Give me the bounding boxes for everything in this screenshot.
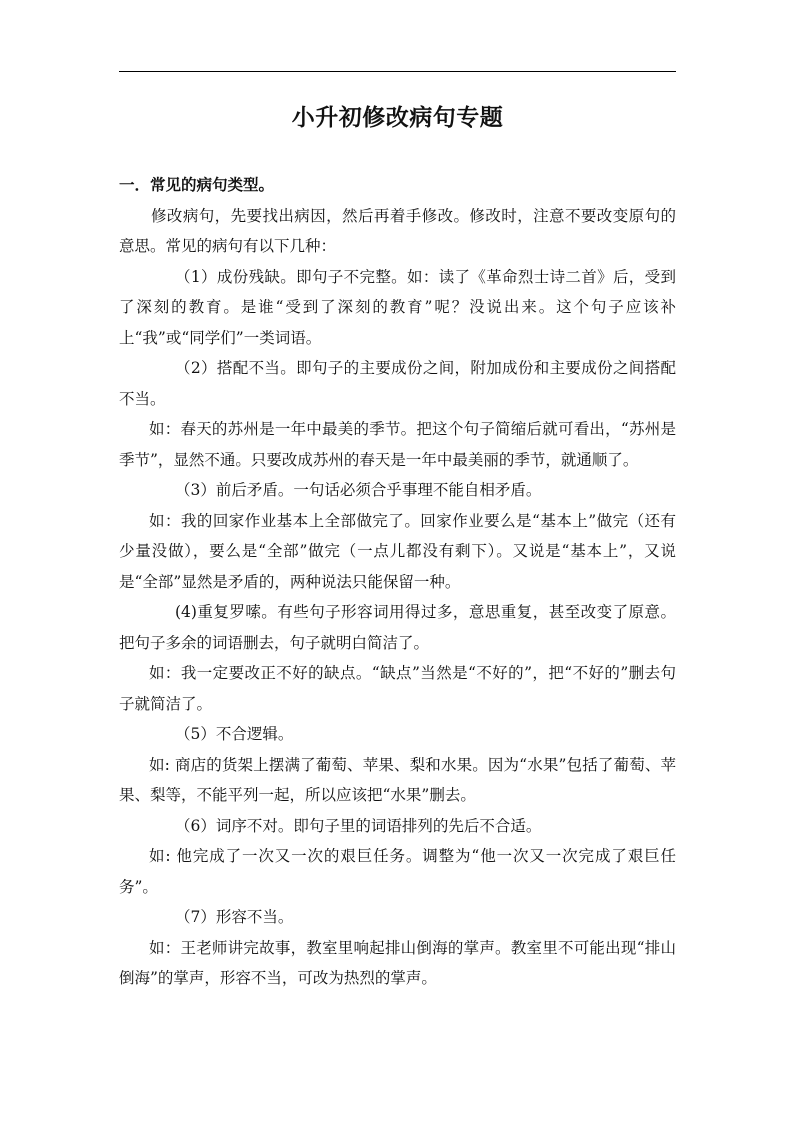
type-7-improper-description: （7）形容不当。 bbox=[175, 908, 294, 926]
example-3: 如：我的回家作业基本上全部做完了。回家作业要么是“基本上”做完（还有少量没做），要么是“全部”做完（一点儿都没有剩下）。又说是“基本上”，又说是“全部”显然是矛盾的，两种说法只能保留一种。 bbox=[119, 511, 676, 591]
type-3-contradiction: （3）前后矛盾。一句话必须合乎事理不能自相矛盾。 bbox=[175, 481, 542, 499]
type-1-incomplete-components: （1）成份残缺。即句子不完整。如：读了《革命烈士诗二首》后，受到了深刻的教育。是谁“受到了深刻的教育”呢？没说出来。这个句子应该补上“我”或“同学们”一类词语。 bbox=[119, 267, 676, 347]
section-heading: 一．常见的病句类型。 bbox=[119, 175, 275, 194]
example-7: 如：王老师讲完故事，教室里响起排山倒海的掌声。教室里不可能出现“排山倒海”的掌声，形容不当，可改为热烈的掌声。 bbox=[119, 938, 676, 987]
example-2: 如：春天的苏州是一年中最美的季节。把这个句子简缩后就可看出，“苏州是季节”，显然不通。只要改成苏州的春天是一年中最美丽的季节，就通顺了。 bbox=[119, 420, 676, 469]
intro-paragraph: 修改病句，先要找出病因，然后再着手修改。修改时，注意不要改变原句的意思。常见的病句有以下几种： bbox=[119, 206, 676, 255]
example-4: 如：我一定要改正不好的缺点。“缺点”当然是“不好的”，把“不好的”删去句子就简洁了。 bbox=[119, 664, 676, 713]
document-body bbox=[119, 170, 676, 994]
type-4-redundancy: (4)重复罗嗦。有些句子形容词用得过多，意思重复，甚至改变了原意。把句子多余的词语删去，句子就明白简洁了。 bbox=[119, 603, 676, 652]
page-title: 小升初修改病句专题 bbox=[291, 104, 504, 131]
type-2-improper-collocation: （2）搭配不当。即句子的主要成份之间，附加成份和主要成份之间搭配不当。 bbox=[119, 359, 676, 408]
type-6-word-order: （6）词序不对。即句子里的词语排列的先后不合适。 bbox=[175, 816, 542, 835]
type-5-illogical: （5）不合逻辑。 bbox=[175, 725, 294, 743]
header-rule bbox=[119, 71, 676, 72]
example-6: 如: 他完成了一次又一次的艰巨任务。调整为“他一次又一次完成了艰巨任务”。 bbox=[119, 847, 676, 896]
example-5: 如: 商店的货架上摆满了葡萄、苹果、梨和水果。因为“水果”包括了葡萄、苹果、梨等，不能平列一起，所以应该把“水果”删去。 bbox=[119, 755, 676, 804]
